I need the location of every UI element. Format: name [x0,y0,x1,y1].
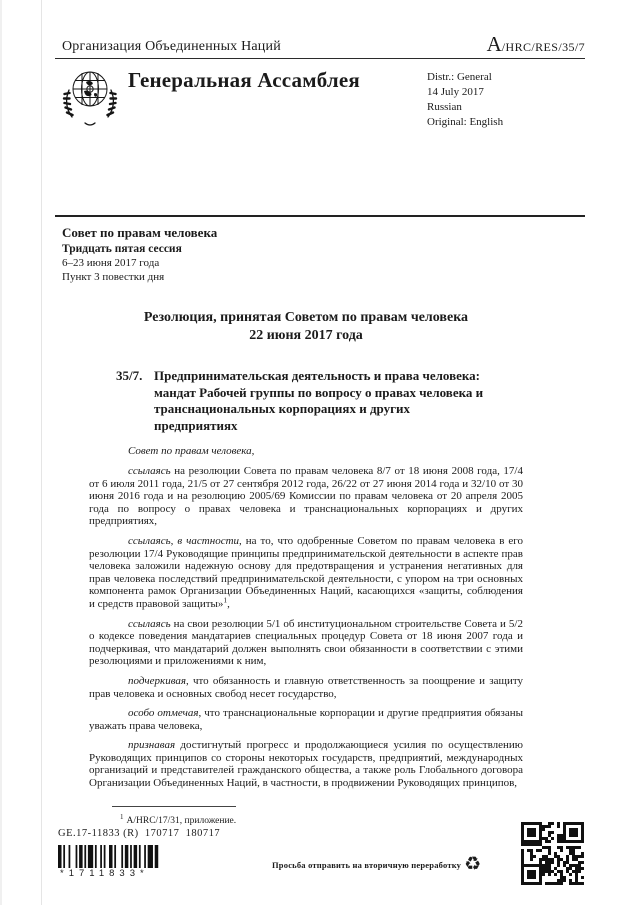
resolution-body [89,465,523,790]
paragraph-lead: ссылаясь, в частности [128,534,240,547]
footnote-text: A/HRC/17/31, приложение. [126,816,237,827]
masthead-top-row [55,34,585,58]
ge-document-number: GE.17-11833 (R) 170717 180717 [58,828,221,839]
preambular-paragraph [89,465,523,528]
footnote-ref: 1 [223,595,228,605]
resolution-number: 35/7. [116,368,143,383]
document-symbol-letter: A [486,32,502,56]
agenda-item: Пункт 3 повестки дня [62,271,165,283]
paragraph-text: на свои резолюции 5/1 об институциональном строительстве Совета и 5/2 о кодексе поведения мандатариев специальных процедур Совета от 18 июня 2007 года и подчеркивая, что мандатарий должен выполнять свои обязанности в соответствии с этими резолюциями и приложениями к ним, [89,617,523,668]
session-block [62,225,585,284]
document-symbol [487,34,585,55]
paragraph-lead: ссылаясь [128,465,171,477]
preambular-paragraph [89,535,523,611]
preambular-paragraph [89,618,523,668]
paragraph-text: , что транснациональные корпорации и другие предприятия обязаны уважать права человека, [89,707,523,732]
resolution-title-line2: 22 июня 2017 года [249,327,363,343]
resolution-title [89,309,523,344]
salutation: Совет по правам человека, [128,445,255,457]
footnote [112,811,236,827]
footnote-divider [112,806,236,807]
resolution-heading [116,368,640,434]
paragraph-lead: подчеркивая [128,674,187,687]
scan-edge-line [41,0,42,905]
paragraph-text: , что обязанность и главную ответственность за поощрение и защиту прав человека и основных свобод несет государство, [89,674,523,700]
recycle-note: Просьба отправить на вторичную переработку [272,859,462,870]
paragraph-text: на резолюции Совета по правам человека 8/7 от 18 июня 2008 года, 17/4 от 6 июля 2011 года, 21/5 от 27 сентября 2012 года, 26/22 от 27 июня 2014 года и 32/10 от 30 июня 2016 года и на резолюцию 2005/69 Комиссии по правам человека от 20 апреля 2005 года по вопросу о правах человека и транснациональных корпорациях и других предприятиях, [89,465,523,528]
paragraph-tail: , [227,597,230,610]
preambular-paragraph [89,675,523,700]
preambular-paragraph [89,739,523,789]
recycle-icon: ♻ [464,854,482,875]
paragraph-lead: особо отмечая [128,707,199,720]
paragraph-text: , на то, что одобренные Советом по правам человека в его резолюции 17/4 Руководящие принципы предпринимательской деятельности в аспекте прав человека заложили надежную основу для предотвращения и устранения негативных для прав человека последствий предпринимательской деятельности, с упором на три основных компонента рамок Организации Объединенных Наций, касающихся «защиты, соблюдения и средств правовой защиты» [89,534,524,610]
paragraph-lead: признавая [128,739,176,752]
resolution-title-line1: Резолюция, принятая Советом по правам человека [143,310,469,325]
org-name: Организация Объединенных Наций [62,39,281,54]
distr-line: Distr.: General [427,71,492,83]
distribution-block [427,70,585,130]
preambular-paragraph [89,707,523,732]
resolution-heading-text: Предпринимательская деятельность и права человека: мандат Рабочей группы по вопросу о правах человека и транснациональных корпорациях и других предприятиях [154,368,484,433]
masthead [0,0,640,130]
section-divider [55,215,585,217]
session-dates: 6–23 июня 2017 года [62,257,160,269]
barcode [58,845,160,868]
original-language-line: Original: English [427,116,504,128]
document-symbol-rest: /HRC/RES/35/7 [501,40,585,54]
un-emblem-icon [62,67,118,129]
council-name: Совет по правам человека [62,225,218,240]
language-line: Russian [427,101,462,113]
session-title: Тридцать пятая сессия [62,243,182,255]
paragraph-text: достигнутый прогресс и продолжающиеся усилия по осуществлению Руководящих принципов со стороны некоторых государств, предприятий, международных организаций и представителей гражданского общества, а также роль Глобального договора Организации Объединенных Наций, в частности, в продвижении Руководящих принципов, [89,739,523,790]
barcode-text: *1711833* [60,868,149,879]
assembly-title: Генеральная Ассамблея [128,68,360,92]
recycle-note-block [272,855,481,874]
footnote-number: 1 [120,813,124,821]
barcode-block [58,845,160,879]
paragraph-lead: ссылаясь [128,617,171,630]
date-line: 14 July 2017 [427,86,484,98]
masthead-main-row [55,59,585,130]
qr-code [521,822,584,885]
